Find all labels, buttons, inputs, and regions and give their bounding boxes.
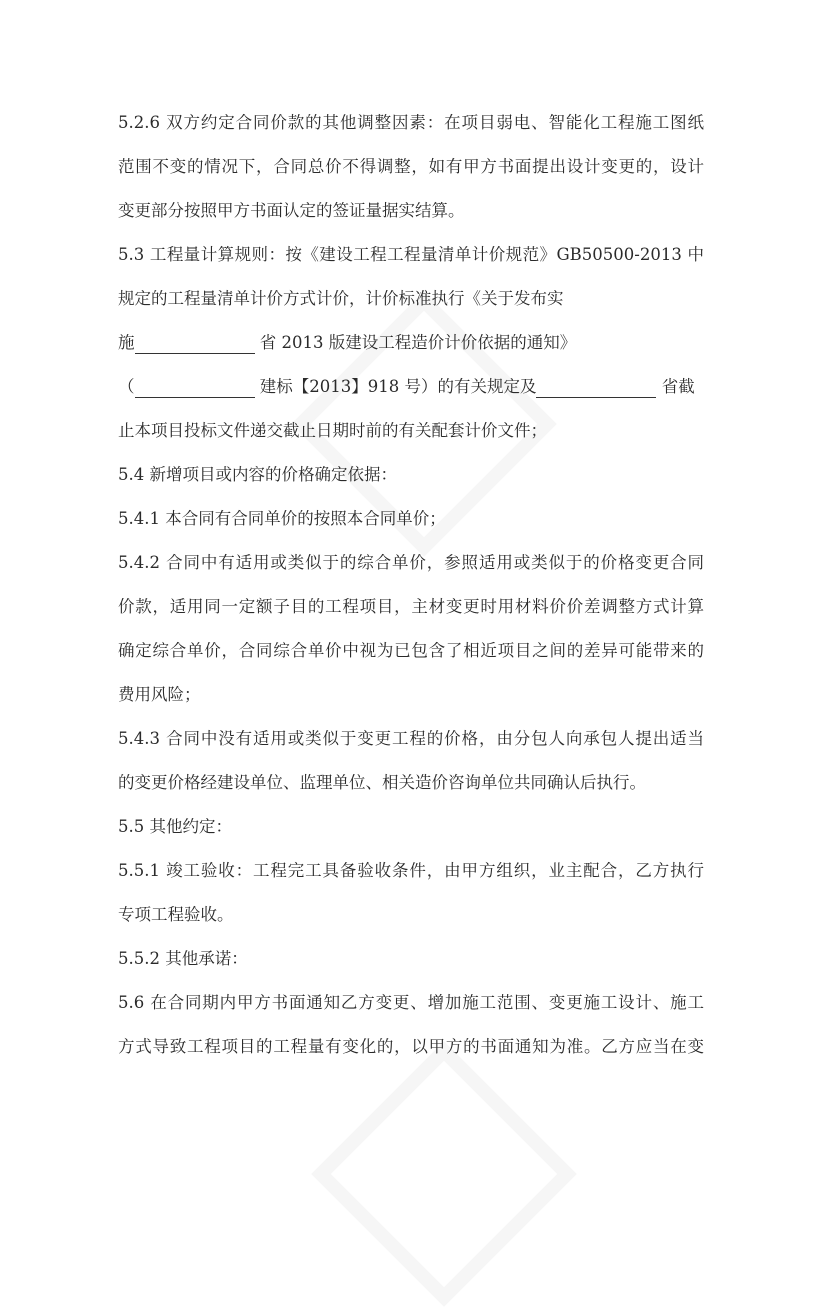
text-line: 确定综合单价，合同综合单价中视为已包含了相近项目之间的差异可能带来的 bbox=[118, 641, 704, 660]
text-line: 专项工程验收。 bbox=[118, 905, 234, 924]
text-line: 的变更价格经建设单位、监理单位、相关造价咨询单位共同确认后执行。 bbox=[118, 773, 646, 792]
text-line: 价款，适用同一定额子目的工程项目，主材变更时用材料价价差调整方式计算 bbox=[118, 597, 704, 616]
text-line: 5.5.2 其他承诺： bbox=[118, 949, 248, 968]
text-line bbox=[118, 321, 704, 365]
document-body bbox=[118, 101, 704, 1069]
text-line: 5.2.6 双方约定合同价款的其他调整因素：在项目弱电、智能化工程施工图纸 bbox=[118, 113, 704, 132]
text-line: 费用风险； bbox=[118, 685, 201, 704]
text-line: 5.4.2 合同中有适用或类似于的综合单价，参照适用或类似于的价格变更合同 bbox=[118, 553, 704, 572]
text-line: 规定的工程量清单计价方式计价，计价标准执行《关于发布实 bbox=[118, 289, 564, 308]
fill-in-blank bbox=[536, 377, 656, 398]
watermark bbox=[311, 1041, 577, 1307]
fill-in-blank bbox=[135, 333, 255, 354]
text-line: 5.5.1 竣工验收：工程完工具备验收条件，由甲方组织，业主配合，乙方执行 bbox=[118, 861, 704, 880]
text-line: 5.6 在合同期内甲方书面通知乙方变更、增加施工范围、变更施工设计、施工 bbox=[118, 993, 704, 1012]
fill-in-blank bbox=[135, 377, 255, 398]
text-line: 5.4.3 合同中没有适用或类似于变更工程的价格，由分包人向承包人提出适当 bbox=[118, 729, 704, 748]
text-segment: 施 bbox=[118, 333, 135, 352]
text-line: 变更部分按照甲方书面认定的签证量据实结算。 bbox=[118, 201, 465, 220]
text-segment: 建标【2013】918 号）的有关规定及 bbox=[259, 377, 537, 396]
text-line: 范围不变的情况下，合同总价不得调整，如有甲方书面提出设计变更的，设计 bbox=[118, 157, 704, 176]
text-line: 方式导致工程项目的工程量有变化的，以甲方的书面通知为准。乙方应当在变 bbox=[118, 1037, 704, 1056]
text-line: 5.4 新增项目或内容的价格确定依据： bbox=[118, 465, 397, 484]
text-segment: 省截 bbox=[661, 377, 695, 396]
text-line: 5.4.1 本合同有合同单价的按照本合同单价； bbox=[118, 509, 446, 528]
text-line: 止本项目投标文件递交截止日期时前的有关配套计价文件； bbox=[118, 421, 547, 440]
text-line: 5.3 工程量计算规则：按《建设工程工程量清单计价规范》GB50500-2013 中 bbox=[118, 245, 704, 264]
text-line bbox=[118, 365, 704, 409]
text-segment: （ bbox=[118, 377, 135, 396]
text-segment: 省 2013 版建设工程造价计价依据的通知》 bbox=[259, 333, 577, 352]
text-line: 5.5 其他约定： bbox=[118, 817, 232, 836]
